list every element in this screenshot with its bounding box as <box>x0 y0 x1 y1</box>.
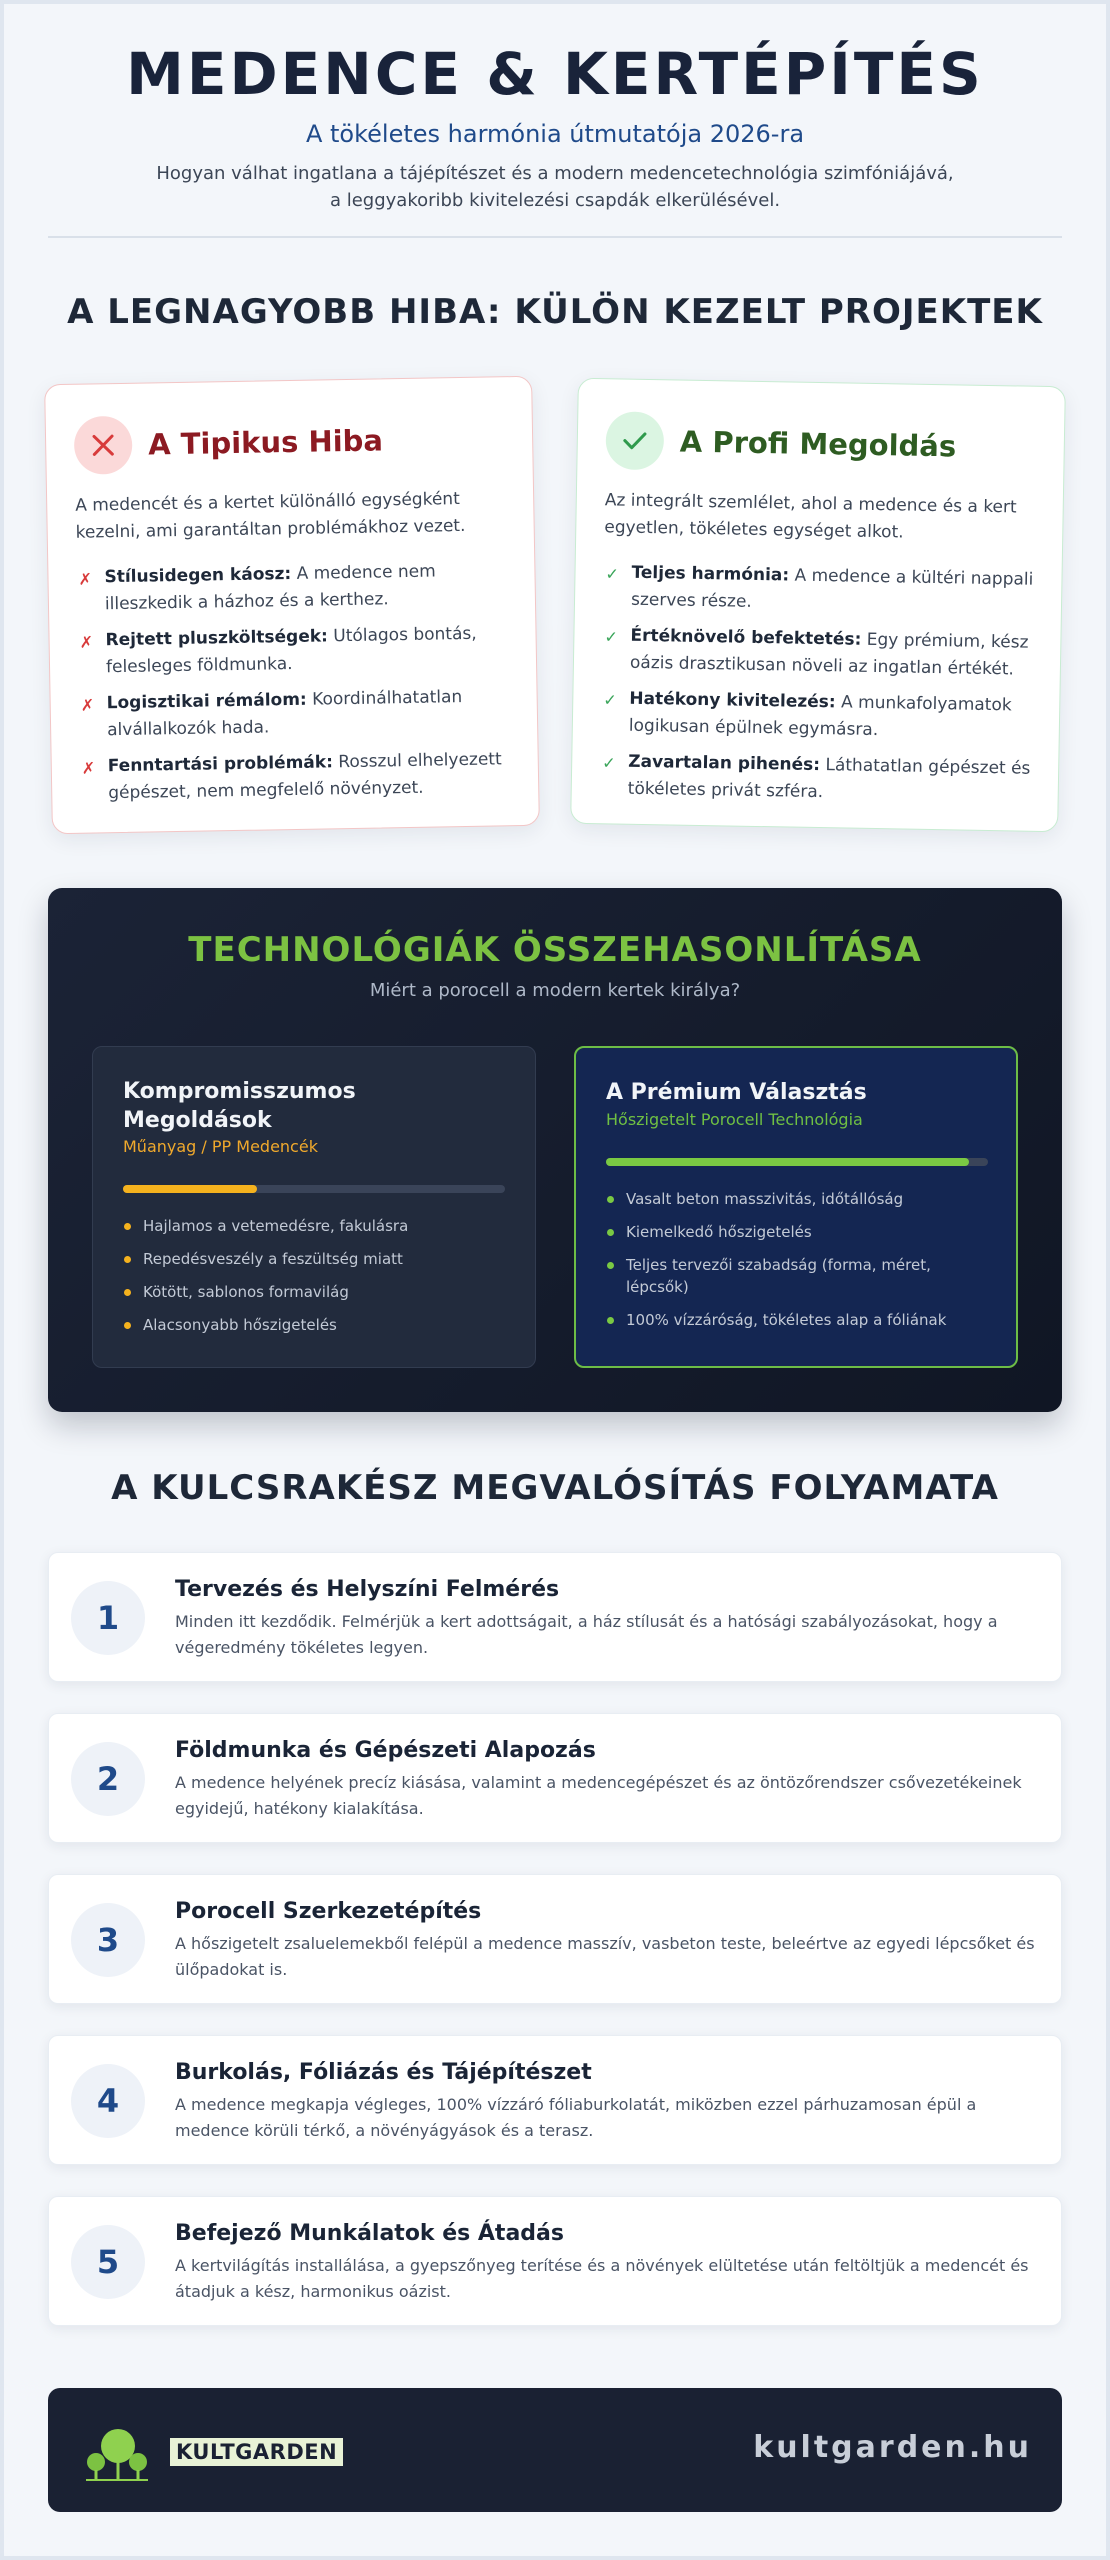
page-subtitle: A tökéletes harmónia útmutatója 2026-ra <box>305 120 805 148</box>
list-item: ✓ Hatékony kivitelezés: A munkafolyamatok logikusan épülnek egymásra. <box>601 685 1042 747</box>
step-number: 5 <box>71 2225 145 2299</box>
premium-title: A Prémium Választás <box>606 1080 867 1105</box>
list-item: ✗ Logisztikai rémálom: Koordinálhatatlan alvállalkozók hada. <box>80 687 463 741</box>
compromise-tag: Műanyag / PP Medencék <box>123 1137 318 1156</box>
pro-solution-list <box>599 559 1043 819</box>
premium-choice-box <box>574 1046 1018 1368</box>
compromise-solutions-box <box>92 1046 536 1368</box>
list-item: ✗ Stílusidegen káosz: A medence nem illeszkedik a házhoz és a kerthez. <box>78 561 436 615</box>
step-title: Burkolás, Fóliázás és Tájépítészet <box>175 2060 592 2085</box>
compromise-rating-bar <box>123 1185 505 1193</box>
list-item: Alacsonyabb hőszigetelés <box>123 1314 505 1336</box>
list-item: Kiemelkedő hőszigetelés <box>606 1221 988 1243</box>
header-divider <box>48 236 1062 238</box>
process-step <box>48 2035 1062 2165</box>
list-item: ✓ Teljes harmónia: A medence a kültéri nappali szerves része. <box>603 559 1044 621</box>
rating-fill <box>123 1185 257 1193</box>
list-item: Kötött, sablonos formavilág <box>123 1281 505 1303</box>
cross-mark-icon: ✗ <box>79 632 94 652</box>
list-item: ✗ Rejtett pluszköltségek: Utólagos bontás, felesleges földmunka. <box>79 623 477 678</box>
typical-mistake-list <box>76 557 520 817</box>
premium-rating-bar <box>606 1158 988 1166</box>
check-mark-icon: ✓ <box>605 564 620 584</box>
list-item: ✓ Zavartalan pihenés: Láthatatlan gépészet és tökéletes privát szféra. <box>600 748 1041 810</box>
tech-section-title: TECHNOLÓGIÁK ÖSSZEHASONLÍTÁSA <box>188 930 922 970</box>
description-line-2: a leggyakoribb kivitelezési csapdák elkerülésével. <box>329 190 781 211</box>
description-line-1: Hogyan válhat ingatlana a tájépítészet és a modern medencetechnológia szimfóniájává, <box>156 163 954 184</box>
tech-comparison-section <box>48 888 1062 1412</box>
pro-solution-title: A Profi Megoldás <box>679 424 957 464</box>
premium-list <box>606 1188 988 1342</box>
footer-brand: KULTGARDEN <box>170 2438 343 2466</box>
step-text: A kertvilágítás installálása, a gyepszőnyeg terítése és a növények elültetése után feltöltjük a medencét és átadjuk a kész, harmonikus oázist. <box>175 2256 1029 2301</box>
step-text: A medence helyének precíz kiásása, valamint a medencegépészet és az öntözőrendszer csővezetékeinek egyidejű, hatékony kialakítása. <box>175 1773 1022 1818</box>
step-title: Befejező Munkálatok és Átadás <box>175 2221 564 2246</box>
step-text: A hőszigetelt zsaluelemekből felépül a medence masszív, vasbeton teste, beleértve az egyedi lépcsőket és ülőpadokat is. <box>175 1934 1035 1979</box>
list-item: Repedésveszély a feszültség miatt <box>123 1248 505 1270</box>
process-step <box>48 1713 1062 1843</box>
list-item: ✗ Fenntartási problémák: Rosszul elhelyezett gépészet, nem megfelelő növényzet. <box>81 749 502 804</box>
process-section-title: A KULCSRAKÉSZ MEGVALÓSÍTÁS FOLYAMATA <box>111 1468 999 1508</box>
cross-mark-icon: ✗ <box>80 695 95 715</box>
step-number: 3 <box>71 1903 145 1977</box>
premium-tag: Hőszigetelt Porocell Technológia <box>606 1110 863 1129</box>
list-item: 100% vízzáróság, tökéletes alap a fóliának <box>606 1309 988 1331</box>
step-number: 2 <box>71 1742 145 1816</box>
x-icon <box>74 416 133 475</box>
typical-mistake-title: A Tipikus Hiba <box>147 423 384 462</box>
footer-url-link[interactable]: kultgarden.hu <box>753 2430 1032 2465</box>
step-text: A medence megkapja végleges, 100% vízzáró fóliaburkolatát, miközben ezzel párhuzamosan épül a medence körüli térkő, a növényágyások és a terasz. <box>175 2095 977 2140</box>
step-number: 1 <box>71 1581 145 1655</box>
mistake-section-title: A LEGNAGYOBB HIBA: KÜLÖN KEZELT PROJEKTEK <box>67 292 1043 332</box>
page-description <box>48 160 1062 214</box>
pro-solution-intro: Az integrált szemlélet, ahol a medence és a kert egyetlen, tökéletes egységet alkot. <box>604 490 1017 543</box>
step-number: 4 <box>71 2064 145 2138</box>
step-title: Tervezés és Helyszíni Felmérés <box>175 1577 560 1602</box>
rating-fill <box>606 1158 969 1166</box>
check-mark-icon: ✓ <box>602 753 616 773</box>
process-step <box>48 2196 1062 2326</box>
check-mark-icon: ✓ <box>603 690 617 710</box>
compromise-list <box>123 1215 505 1347</box>
list-item: Vasalt beton masszivitás, időtállóság <box>606 1188 988 1210</box>
footer <box>48 2388 1062 2512</box>
compromise-title: Kompromisszumos Megoldások <box>123 1079 356 1133</box>
typical-mistake-card <box>44 376 540 834</box>
typical-mistake-intro: A medencét és a kertet különálló egységként kezelni, ami garantáltan problémákhoz vezet. <box>75 489 466 543</box>
page-header <box>48 36 1062 214</box>
list-item: Teljes tervezői szabadság (forma, méret, lépcsők) <box>606 1254 988 1298</box>
cross-mark-icon: ✗ <box>78 569 93 589</box>
pro-solution-card <box>570 378 1066 832</box>
step-title: Porocell Szerkezetépítés <box>175 1899 482 1924</box>
list-item: ✓ Értéknövelő befektetés: Egy prémium, kész oázis drasztikusan növeli az ingatlan értékét. <box>602 622 1043 684</box>
checkmark-icon <box>605 411 664 470</box>
page-title: MEDENCE & KERTÉPÍTÉS <box>126 40 984 108</box>
step-text: Minden itt kezdődik. Felmérjük a kert adottságait, a ház stílusát és a hatósági szabályozásokat, hogy a végeredmény tökéletes legyen. <box>175 1612 998 1657</box>
process-step <box>48 1552 1062 1682</box>
process-step <box>48 1874 1062 2004</box>
tree-logo-icon <box>82 2422 154 2486</box>
list-item: Hajlamos a vetemedésre, fakulásra <box>123 1215 505 1237</box>
tech-section-subtitle: Miért a porocell a modern kertek királya? <box>369 980 741 1001</box>
step-title: Földmunka és Gépészeti Alapozás <box>175 1738 596 1763</box>
cross-mark-icon: ✗ <box>81 758 96 778</box>
check-mark-icon: ✓ <box>604 627 618 647</box>
